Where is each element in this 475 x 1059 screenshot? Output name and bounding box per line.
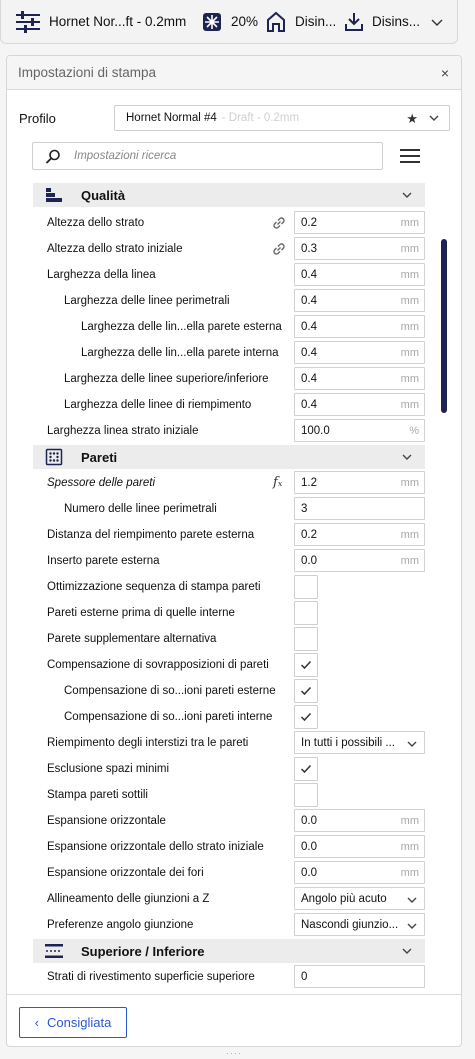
setting-label: Distanza del riempimento parete esterna — [47, 529, 255, 541]
setting-label: Larghezza delle lin...ella parete esterna — [81, 321, 282, 333]
infill-line-width-input[interactable] — [294, 393, 425, 416]
setting-label: Larghezza delle linee perimetrali — [64, 295, 230, 307]
checkmark-icon — [300, 686, 312, 696]
chevron-down-icon — [406, 921, 418, 931]
field-unit: mm — [400, 477, 419, 489]
chevron-down-icon — [428, 112, 440, 124]
setting-alternate-extra-wall — [31, 626, 425, 652]
field-value: 3 — [301, 502, 308, 515]
field-value: 100.0 — [301, 424, 330, 437]
search-row — [32, 142, 427, 170]
setting-infill-line-width — [31, 392, 425, 418]
search-placeholder: Impostazioni ricerca — [74, 150, 177, 162]
support-summary[interactable] — [266, 0, 336, 43]
field-value: 0.4 — [301, 268, 317, 281]
setting-top-skin-layers — [31, 964, 425, 990]
category-label: Superiore / Inferiore — [81, 943, 205, 959]
field-value: 0.0 — [301, 840, 317, 853]
outer-wall-inset-input[interactable] — [294, 549, 425, 572]
line-width-input[interactable] — [294, 263, 425, 286]
setting-filter-small-gaps — [31, 756, 425, 782]
setting-overlap-compensation — [31, 652, 425, 678]
category-topbottom[interactable] — [33, 939, 425, 963]
field-value: 0.0 — [301, 554, 317, 567]
selected-value: Angolo più acuto — [301, 892, 387, 905]
setting-label: Spessore delle pareti — [47, 477, 156, 489]
setting-z-seam-alignment — [31, 886, 425, 912]
field-unit: % — [409, 425, 419, 437]
profile-row — [19, 105, 451, 131]
profile-name: Hornet Normal #4 — [126, 112, 217, 124]
setting-label: Esclusione spazi minimi — [47, 763, 170, 775]
initial-layer-height-input[interactable] — [294, 237, 425, 260]
setting-label: Larghezza delle lin...ella parete interna — [81, 347, 279, 359]
setting-label: Larghezza delle linee di riempimento — [64, 399, 252, 411]
field-value: 0.2 — [301, 216, 317, 229]
field-unit: mm — [400, 555, 419, 567]
field-unit: mm — [400, 529, 419, 541]
scrollbar[interactable] — [441, 239, 447, 413]
top-toolbar — [0, 0, 458, 44]
print-setup-selector[interactable] — [15, 0, 186, 43]
panel-header — [7, 56, 461, 90]
setting-label: Compensazione di so...ioni pareti interne — [64, 711, 273, 723]
category-quality[interactable] — [33, 183, 425, 207]
top-bottom-icon — [44, 942, 64, 960]
setting-outer-wall-wipe — [31, 522, 425, 548]
setting-overlap-comp-outer — [31, 678, 425, 704]
chevron-down-icon — [406, 739, 418, 749]
setting-wall-thickness — [31, 470, 425, 496]
outer-wall-line-width-input[interactable] — [294, 315, 425, 338]
inner-wall-line-width-input[interactable] — [294, 341, 425, 364]
category-label: Pareti — [81, 449, 118, 465]
overlap-comp-inner-checkbox[interactable] — [294, 705, 318, 729]
chevron-down-icon — [401, 946, 413, 956]
recommended-label: Consigliata — [47, 1015, 112, 1030]
sliders-icon — [15, 10, 41, 34]
seam-corner-pref-dropdown[interactable] — [294, 913, 425, 936]
wall-thickness-input[interactable] — [294, 471, 425, 494]
setting-label: Strati di rivestimento superficie superiore — [47, 971, 255, 983]
setting-label: Espansione orizzontale dello strato iniziale — [47, 841, 264, 853]
field-unit: mm — [400, 815, 419, 827]
setting-label: Espansione orizzontale — [47, 815, 166, 827]
print-settings-panel — [6, 55, 462, 1047]
initial-layer-expansion-input[interactable] — [294, 835, 425, 858]
field-unit: mm — [400, 399, 419, 411]
setting-initial-layer-height — [31, 236, 425, 262]
quality-icon — [44, 186, 64, 204]
setting-label: Larghezza della linea — [47, 269, 156, 281]
setting-label: Altezza dello strato — [47, 217, 145, 229]
checkmark-icon — [300, 764, 312, 774]
setting-initial-layer-line-width — [31, 418, 425, 444]
filter-small-gaps-checkbox[interactable] — [294, 757, 318, 781]
setting-label: Altezza dello strato iniziale — [47, 243, 183, 255]
setting-hole-expansion — [31, 860, 425, 886]
setting-outer-before-inner — [31, 600, 425, 626]
fill-gaps-dropdown[interactable] — [294, 731, 425, 754]
setting-wall-line-width — [31, 288, 425, 314]
selected-value: Nascondi giunzio... — [301, 918, 399, 931]
field-unit: mm — [400, 347, 419, 359]
recommended-button[interactable] — [19, 1007, 127, 1038]
walls-icon — [44, 448, 64, 466]
alternate-extra-wall-checkbox[interactable] — [294, 627, 318, 651]
field-unit: mm — [400, 217, 419, 229]
overlap-comp-outer-checkbox[interactable] — [294, 679, 318, 703]
field-value: 1.2 — [301, 476, 317, 489]
infill-value: 20% — [231, 14, 259, 29]
field-value: 0.4 — [301, 320, 317, 333]
infill-icon — [202, 12, 222, 32]
close-icon[interactable]: × — [440, 64, 449, 81]
menu-icon[interactable] — [400, 148, 420, 164]
field-unit: mm — [400, 295, 419, 307]
z-seam-alignment-dropdown[interactable] — [294, 887, 425, 910]
field-value: 0.0 — [301, 866, 317, 879]
setting-label: Pareti esterne prima di quelle interne — [47, 607, 235, 619]
setting-label: Ottimizzazione sequenza di stampa pareti — [47, 581, 261, 593]
field-value: 0.4 — [301, 372, 317, 385]
setting-label: Larghezza delle linee superiore/inferiore — [64, 373, 269, 385]
horizontal-expansion-input[interactable] — [294, 809, 425, 832]
chevron-down-icon — [401, 452, 413, 462]
setting-layer-height — [31, 210, 425, 236]
setting-outer-wall-line-width — [31, 314, 425, 340]
setting-label: Compensazione di so...ioni pareti esterne — [64, 685, 276, 697]
initial-layer-line-width-input[interactable] — [294, 419, 425, 442]
link-icon[interactable] — [271, 241, 287, 257]
adhesion-value: Disins... — [372, 14, 421, 29]
optimize-wall-order-checkbox[interactable] — [294, 575, 318, 599]
support-value: Disin... — [295, 14, 337, 29]
field-unit: mm — [400, 841, 419, 853]
panel-title: Impostazioni di stampa — [18, 65, 157, 80]
search-input[interactable] — [32, 142, 383, 170]
profile-suffix: - Draft - 0.2mm — [221, 112, 300, 124]
adhesion-icon — [344, 11, 364, 33]
setting-label: Riempimento degli interstizi tra le pareti — [47, 737, 249, 749]
setting-horizontal-expansion — [31, 808, 425, 834]
field-value: 0.4 — [301, 294, 317, 307]
setting-label: Inserto parete esterna — [47, 555, 160, 567]
infill-summary[interactable] — [202, 0, 258, 43]
outer-before-inner-checkbox[interactable] — [294, 601, 318, 625]
wall-line-width-input[interactable] — [294, 289, 425, 312]
field-value: 0.3 — [301, 242, 317, 255]
setting-thin-walls — [31, 782, 425, 808]
setting-initial-layer-expansion — [31, 834, 425, 860]
setting-label: Stampa pareti sottili — [47, 789, 148, 801]
chevron-down-icon[interactable] — [431, 16, 443, 30]
resize-grip[interactable]: ···· — [226, 1048, 242, 1058]
chevron-down-icon — [401, 190, 413, 200]
hole-expansion-input[interactable] — [294, 861, 425, 884]
field-value: 0 — [301, 970, 308, 983]
profile-summary: Hornet Nor...ft - 0.2mm — [49, 14, 187, 29]
setting-label: Numero delle linee perimetrali — [64, 503, 217, 515]
settings-list — [31, 183, 451, 991]
field-value: 0.4 — [301, 346, 317, 359]
setting-inner-wall-line-width — [31, 340, 425, 366]
setting-label: Allineamento delle giunzioni a Z — [47, 893, 210, 905]
adhesion-summary[interactable] — [344, 0, 420, 43]
search-icon — [45, 149, 61, 165]
chevron-down-icon — [406, 895, 418, 905]
topbottom-line-width-input[interactable] — [294, 367, 425, 390]
setting-line-width — [31, 262, 425, 288]
star-icon[interactable]: ★ — [406, 111, 418, 126]
overlap-compensation-checkbox[interactable] — [294, 653, 318, 677]
setting-fill-gaps — [31, 730, 425, 756]
layer-height-input[interactable] — [294, 211, 425, 234]
setting-topbottom-line-width — [31, 366, 425, 392]
checkmark-icon — [300, 660, 312, 670]
field-value: 0.4 — [301, 398, 317, 411]
link-icon[interactable] — [271, 215, 287, 231]
chevron-left-icon: ‹ — [34, 1015, 39, 1030]
checkmark-icon — [300, 712, 312, 722]
setting-label: Preferenze angolo giunzione — [47, 919, 194, 931]
profile-label: Profilo — [19, 110, 56, 126]
field-unit: mm — [400, 867, 419, 879]
field-unit: mm — [400, 321, 419, 333]
setting-label: Compensazione di sovrapposizioni di pareti — [47, 659, 269, 671]
category-walls[interactable] — [33, 445, 425, 469]
setting-label: Espansione orizzontale dei fori — [47, 867, 204, 879]
setting-label: Larghezza linea strato iniziale — [47, 425, 199, 437]
setting-outer-wall-inset — [31, 548, 425, 574]
panel-footer — [7, 994, 461, 1046]
setting-seam-corner-pref — [31, 912, 425, 938]
profile-dropdown[interactable] — [114, 105, 450, 131]
setting-overlap-comp-inner — [31, 704, 425, 730]
wall-line-count-input[interactable] — [294, 497, 425, 520]
field-unit: mm — [400, 269, 419, 281]
function-icon[interactable]: fₓ — [273, 475, 283, 490]
selected-value: In tutti i possibili ... — [301, 736, 395, 749]
field-unit: mm — [400, 373, 419, 385]
outer-wall-wipe-input[interactable] — [294, 523, 425, 546]
top-skin-layers-input[interactable] — [294, 965, 425, 988]
field-unit: mm — [400, 243, 419, 255]
support-icon — [266, 11, 286, 33]
thin-walls-checkbox[interactable] — [294, 783, 318, 807]
field-value: 0.2 — [301, 528, 317, 541]
setting-optimize-wall-order — [31, 574, 425, 600]
setting-label: Parete supplementare alternativa — [47, 633, 217, 645]
field-value: 0.0 — [301, 814, 317, 827]
setting-wall-line-count — [31, 496, 425, 522]
category-label: Qualità — [81, 187, 126, 203]
